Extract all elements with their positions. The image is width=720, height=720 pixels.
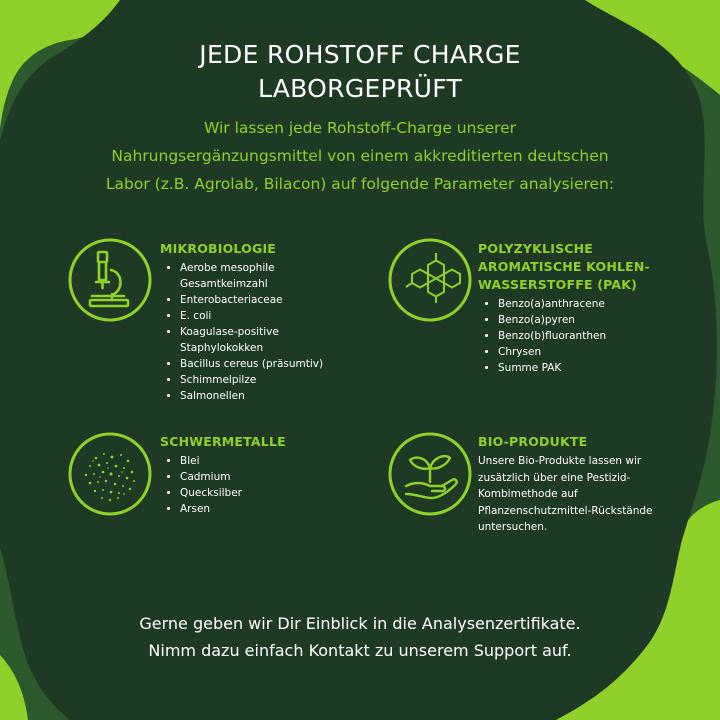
- bio-description: Unsere Bio-Produkte lassen wir zusätzlich über eine Pestizid- Kombimethode auf Pflanzenschutzmittel-Rückstände untersuchen.: [478, 455, 653, 533]
- footer-line-1: Gerne geben wir Dir Einblick in die Analysenzertifikate.: [139, 614, 581, 633]
- pak-heading: POLYZYKLISCHE AROMATISCHE KOHLEN- WASSERSTOFFE (PAK): [478, 241, 650, 292]
- list-item: • Aerobe mesophile Gesamtkeimzahl: [180, 260, 360, 292]
- title-line-1: JEDE ROHSTOFF CHARGE: [199, 40, 521, 69]
- list-item: • Schimmelpilze: [180, 372, 360, 388]
- schwermetalle-heading: SCHWERMETALLE: [160, 434, 286, 449]
- microscope-icon: [66, 236, 154, 324]
- footer-text: [0, 610, 720, 664]
- list-item: • Enterobacteriaceae: [180, 292, 360, 308]
- list-item: • Summe PAK: [498, 360, 678, 376]
- schwermetalle-section: [160, 433, 360, 517]
- list-item: • Arsen: [180, 501, 360, 517]
- list-item: • Cadmium: [180, 469, 360, 485]
- mikrobiologie-section: [160, 240, 360, 404]
- plant-hand-icon: [386, 430, 474, 518]
- mikrobiologie-list: [160, 260, 360, 404]
- intro-line-3: Labor (z.B. Agrolab, Bilacon) auf folgende Parameter analysieren:: [105, 175, 615, 193]
- list-item: • Quecksilber: [180, 485, 360, 501]
- particles-icon: [66, 430, 154, 518]
- list-item: • Salmonellen: [180, 388, 360, 404]
- list-item: • Benzo(a)pyren: [498, 312, 678, 328]
- bio-section: [478, 433, 688, 536]
- intro-line-1: Wir lassen jede Rohstoff-Charge unserer: [203, 119, 516, 137]
- list-item: • E. coli: [180, 308, 360, 324]
- list-item: • Chrysen: [498, 344, 678, 360]
- list-item: • Koagulase-positive Staphylokokken: [180, 324, 360, 356]
- pak-section: [478, 240, 678, 376]
- mikrobiologie-heading: MIKROBIOLOGIE: [160, 241, 277, 256]
- footer-line-2: Nimm dazu einfach Kontakt zu unserem Support auf.: [148, 641, 572, 660]
- list-item: • Bacillus cereus (präsumtiv): [180, 356, 360, 372]
- title-line-2: LABORGEPRÜFT: [257, 74, 463, 103]
- list-item: • Blei: [180, 453, 360, 469]
- bio-heading: BIO-PRODUKTE: [478, 434, 588, 449]
- intro-text: [90, 114, 630, 198]
- page-title: [0, 38, 720, 106]
- list-item: • Benzo(a)anthracene: [498, 296, 678, 312]
- intro-line-2: Nahrungsergänzungsmittel von einem akkreditierten deutschen: [111, 147, 609, 165]
- molecule-icon: [386, 236, 474, 324]
- list-item: • Benzo(b)fluoranthen: [498, 328, 678, 344]
- schwermetalle-list: [160, 453, 360, 517]
- pak-list: [478, 296, 678, 376]
